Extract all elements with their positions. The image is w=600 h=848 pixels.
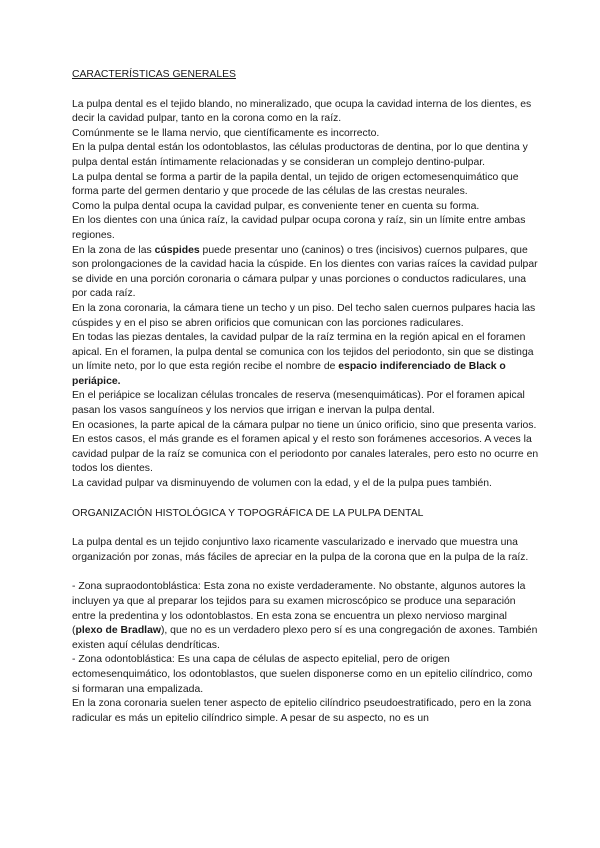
section-general-body <box>72 98 540 492</box>
text-run: En los dientes con una única raíz, la cavidad pulpar ocupa corona y raíz, sin un límite entre ambas regiones. <box>72 215 526 241</box>
section-title: CARACTERÍSTICAS GENERALES <box>72 69 236 80</box>
paragraph <box>72 331 540 389</box>
bold-term: cúspides <box>154 244 200 256</box>
paragraph <box>72 98 540 127</box>
paragraph <box>72 653 540 697</box>
paragraph <box>72 244 540 302</box>
text-run: En la zona de las <box>72 244 155 256</box>
paragraph <box>72 697 540 726</box>
bold-term: espacio indiferenciado de Black o periápice. <box>72 361 506 387</box>
text-run: En la pulpa dental están los odontoblastos, las células productoras de dentina, por lo que dentina y pulpa dental están íntimamente relacionadas y se consideran un complejo dentino-pulpar. <box>72 142 528 168</box>
text-run: La pulpa dental se forma a partir de la papila dental, un tejido de origen ectomesenquimático que forma parte del germen dentario y que procede de las células de las crestas neurales. <box>72 171 519 198</box>
paragraph <box>72 302 540 331</box>
section-heading-organizacion: ORGANIZACIÓN HISTOLÓGICA Y TOPOGRÁFICA DE LA PULPA DENTAL <box>72 507 424 519</box>
text-run: En el periápice se localizan células troncales de reserva (mesenquimáticas). Por el foramen apical pasan los vasos sanguíneos y los nervios que irrigan e inervan la pulpa dental. <box>72 390 525 417</box>
paragraph <box>72 171 540 200</box>
paragraph <box>72 477 540 492</box>
text-run: Comúnmente se le llama nervio, que científicamente es incorrecto. <box>72 127 380 139</box>
text-run: La cavidad pulpar va disminuyendo de volumen con la edad, y el de la pulpa pues también. <box>72 478 492 490</box>
text-run: La pulpa dental es un tejido conjuntivo laxo ricamente vascularizado e inervado que muestra una organización por zonas, más fáciles de apreciar en la pulpa de la corona que en la pulpa de la raíz. <box>72 537 529 563</box>
paragraph <box>72 200 540 215</box>
paragraph <box>72 214 540 243</box>
text-run: La pulpa dental es el tejido blando, no mineralizado, que ocupa la cavidad interna de los dientes, es decir la cavidad pulpar, tanto en la corona como en la raíz. <box>72 98 532 125</box>
text-run: puede presentar uno (caninos) o tres (incisivos) cuernos pulpares, que son prolongaciones de la cavidad hacia la cúspide. En los dientes con varias raíces la cavidad pulpar se divide en una porción coronaria o cámara pulpar y unas porciones o conductos radiculares, una por cada raíz. <box>72 244 538 300</box>
text-run: - Zona odontoblástica: Es una capa de células de aspecto epitelial, pero de origen ectomesenquimático, los odontoblastos, que suelen disponerse como en un epitelio cilíndrico, como si formaran una empalizada. <box>72 654 533 695</box>
text-run: En la zona coronaria, la cámara tiene un techo y un piso. Del techo salen cuernos pulpares hacia las cúspides y en el piso se abren orificios que comunican con las porciones radiculares. <box>72 302 536 329</box>
text-run: - Zona supraodontoblástica: Esta zona no existe verdaderamente. No obstante, algunos autores la incluyen ya que al preparar los tejidos para su examen microscópico se produce una separación entre la predentina y los odontoblastos. En esta zona se encuentra un plexo nervioso marginal ( <box>72 581 526 637</box>
paragraph <box>72 389 540 418</box>
paragraph <box>72 141 540 170</box>
paragraph <box>72 127 540 142</box>
text-run: En todas las piezas dentales, la cavidad pulpar de la raíz termina en la región apical en el foramen apical. En el foramen, la pulpa dental se comunica con los tejidos del periodonto, sin que se distinga un límite neto, por lo que esta región recibe el nombre de <box>72 332 534 373</box>
bold-term: plexo de Bradlaw <box>75 625 161 637</box>
paragraph <box>72 580 540 653</box>
section-zones-body <box>72 580 540 726</box>
text-run: Como la pulpa dental ocupa la cavidad pulpar, es conveniente tener en cuenta su forma. <box>72 200 480 212</box>
paragraph <box>72 419 540 477</box>
text-run: En ocasiones, la parte apical de la cámara pulpar no tiene un único orificio, sino que presenta varios. En estos casos, el más grande es el foramen apical y el resto son forámenes accesorios. A veces la cavidad pulpar de la raíz se comunica con el periodonto por canales laterales, pero esto no ocurre en todos los dientes. <box>72 419 539 475</box>
text-run: En la zona coronaria suelen tener aspecto de epitelio cilíndrico pseudoestratificado, pero en la zona radicular es más un epitelio cilíndrico simple. A pesar de su aspecto, no es un <box>72 698 532 724</box>
intro-paragraph <box>72 536 540 565</box>
text-run: ), que no es un verdadero plexo pero sí es una congregación de axones. También existen aquí células dendríticas. <box>72 625 538 651</box>
